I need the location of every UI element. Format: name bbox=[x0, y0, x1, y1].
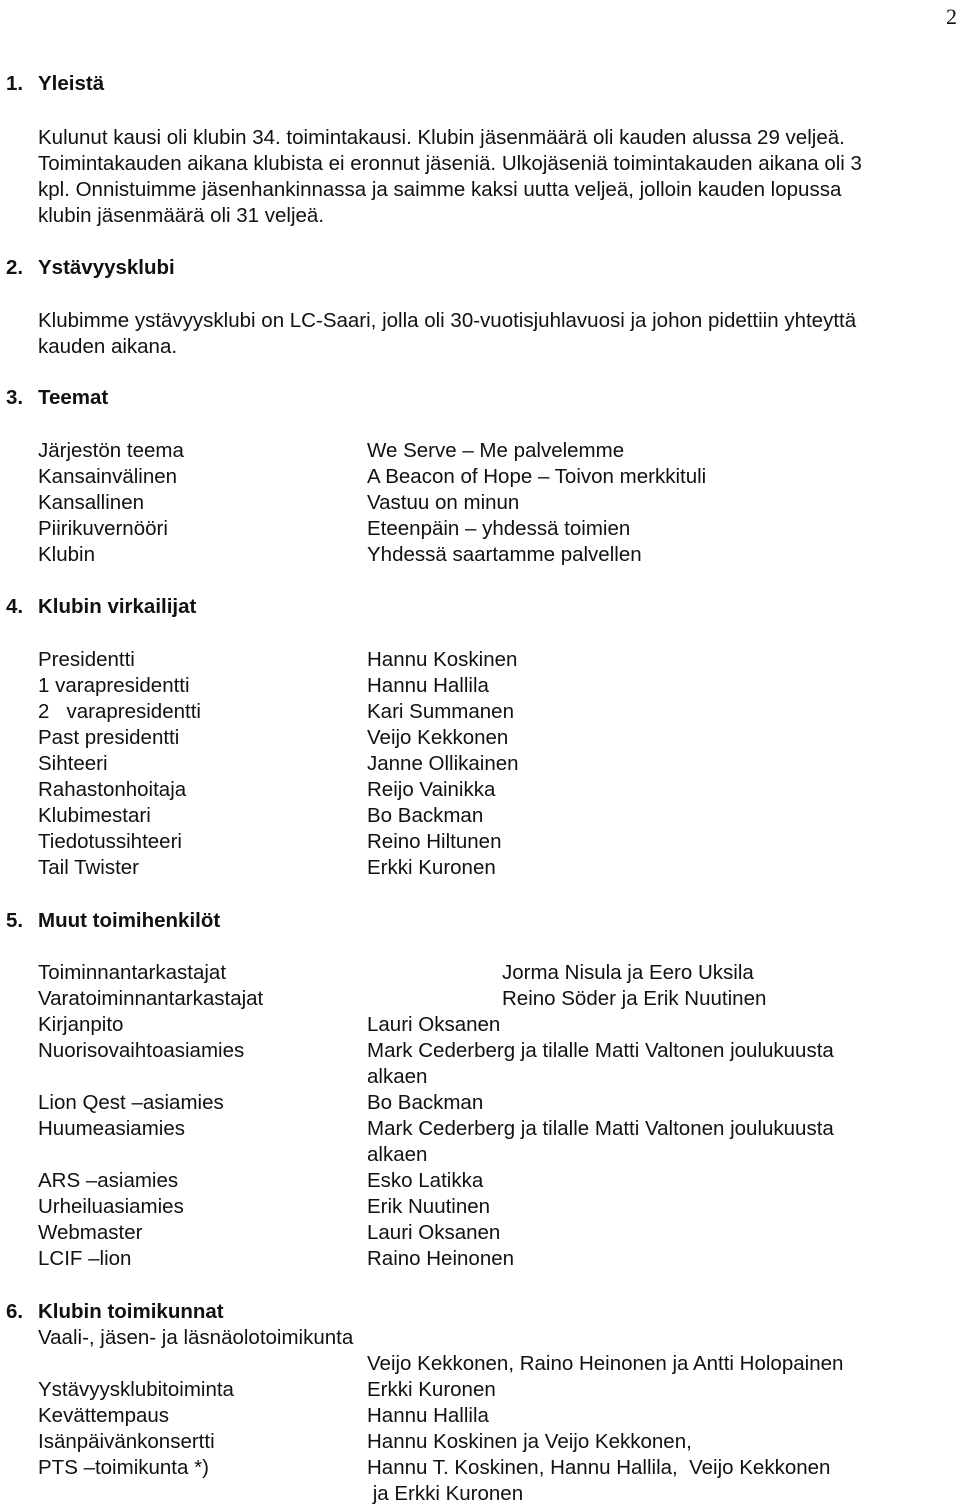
official-role: Nuorisovaihtoasiamies bbox=[38, 1039, 245, 1062]
paragraph-line: kauden aikana. bbox=[38, 335, 178, 358]
official-name: Mark Cederberg ja tilalle Matti Valtonen joulukuusta bbox=[367, 1117, 834, 1140]
official-role: Varatoiminnantarkastajat bbox=[38, 987, 264, 1010]
theme-value: A Beacon of Hope – Toivon merkkituli bbox=[367, 465, 707, 488]
officer-role: Sihteeri bbox=[38, 752, 108, 775]
official-role: Toiminnantarkastajat bbox=[38, 961, 227, 984]
committee-members: Hannu Koskinen ja Veijo Kekkonen, bbox=[367, 1430, 692, 1453]
section-5-number: 5. bbox=[6, 909, 24, 932]
officer-name: Bo Backman bbox=[367, 804, 484, 827]
section-1-number: 1. bbox=[6, 72, 24, 95]
officer-name: Hannu Koskinen bbox=[367, 648, 518, 671]
section-4-title: Klubin virkailijat bbox=[38, 595, 197, 618]
official-name: Reino Söder ja Erik Nuutinen bbox=[502, 987, 767, 1010]
officer-role: 1 varapresidentti bbox=[38, 674, 190, 697]
theme-label: Piirikuvernööri bbox=[38, 517, 168, 540]
committee-name: Ystävyysklubitoiminta bbox=[38, 1378, 234, 1401]
committee-members: Erkki Kuronen bbox=[367, 1378, 496, 1401]
official-name: Bo Backman bbox=[367, 1091, 484, 1114]
official-name: Lauri Oksanen bbox=[367, 1221, 501, 1244]
theme-value: We Serve – Me palvelemme bbox=[367, 439, 625, 462]
official-role: Huumeasiamies bbox=[38, 1117, 185, 1140]
official-role: Lion Qest –asiamies bbox=[38, 1091, 224, 1114]
section-6-title: Klubin toimikunnat bbox=[38, 1300, 224, 1323]
officer-name: Erkki Kuronen bbox=[367, 856, 496, 879]
official-name: Mark Cederberg ja tilalle Matti Valtonen joulukuusta bbox=[367, 1039, 834, 1062]
theme-value: Vastuu on minun bbox=[367, 491, 520, 514]
theme-label: Kansainvälinen bbox=[38, 465, 178, 488]
committee-members: ja Erkki Kuronen bbox=[367, 1482, 524, 1505]
committee-name: Vaali-, jäsen- ja läsnäolotoimikunta bbox=[38, 1326, 354, 1349]
section-5-title: Muut toimihenkilöt bbox=[38, 909, 221, 932]
section-3-number: 3. bbox=[6, 386, 24, 409]
officer-name: Kari Summanen bbox=[367, 700, 514, 723]
theme-label: Klubin bbox=[38, 543, 95, 566]
official-name: Raino Heinonen bbox=[367, 1247, 515, 1270]
committee-members: Veijo Kekkonen, Raino Heinonen ja Antti Holopainen bbox=[367, 1352, 844, 1375]
officer-role: 2 varapresidentti bbox=[38, 700, 201, 723]
theme-label: Järjestön teema bbox=[38, 439, 184, 462]
section-4-number: 4. bbox=[6, 595, 24, 618]
paragraph-line: klubin jäsenmäärä oli 31 veljeä. bbox=[38, 204, 325, 227]
page-number: 2 bbox=[946, 4, 957, 29]
officer-role: Tail Twister bbox=[38, 856, 140, 879]
theme-value: Eteenpäin – yhdessä toimien bbox=[367, 517, 631, 540]
paragraph-line: Toimintakauden aikana klubista ei eronnut jäseniä. Ulkojäseniä toimintakauden aikana oli 3 bbox=[38, 152, 862, 175]
committee-members: Hannu Hallila bbox=[367, 1404, 489, 1427]
section-1-title: Yleistä bbox=[38, 72, 105, 95]
officer-name: Reijo Vainikka bbox=[367, 778, 496, 801]
officer-name: Hannu Hallila bbox=[367, 674, 489, 697]
official-role: ARS –asiamies bbox=[38, 1169, 179, 1192]
section-6-number: 6. bbox=[6, 1300, 24, 1323]
official-role: Webmaster bbox=[38, 1221, 143, 1244]
paragraph-line: Klubimme ystävyysklubi on LC-Saari, jolla oli 30-vuotisjuhlavuosi ja johon pidettiin yhteyttä bbox=[38, 309, 857, 332]
officer-role: Klubimestari bbox=[38, 804, 151, 827]
committee-name: Kevättempaus bbox=[38, 1404, 170, 1427]
officer-name: Reino Hiltunen bbox=[367, 830, 502, 853]
official-role: Urheiluasiamies bbox=[38, 1195, 184, 1218]
theme-value: Yhdessä saartamme palvellen bbox=[367, 543, 642, 566]
official-name: alkaen bbox=[367, 1143, 428, 1166]
official-name: Jorma Nisula ja Eero Uksila bbox=[502, 961, 754, 984]
paragraph-line: Kulunut kausi oli klubin 34. toimintakausi. Klubin jäsenmäärä oli kauden alussa 29 veljeä. bbox=[38, 126, 845, 149]
theme-label: Kansallinen bbox=[38, 491, 144, 514]
official-role: LCIF –lion bbox=[38, 1247, 132, 1270]
committee-members: Hannu T. Koskinen, Hannu Hallila, Veijo Kekkonen bbox=[367, 1456, 831, 1479]
section-3-title: Teemat bbox=[38, 386, 109, 409]
official-name: Erik Nuutinen bbox=[367, 1195, 491, 1218]
officer-role: Past presidentti bbox=[38, 726, 180, 749]
official-name: Lauri Oksanen bbox=[367, 1013, 501, 1036]
committee-name: PTS –toimikunta *) bbox=[38, 1456, 209, 1479]
officer-role: Rahastonhoitaja bbox=[38, 778, 187, 801]
official-name: Esko Latikka bbox=[367, 1169, 484, 1192]
committee-name: Isänpäivänkonsertti bbox=[38, 1430, 215, 1453]
officer-name: Janne Ollikainen bbox=[367, 752, 519, 775]
official-name: alkaen bbox=[367, 1065, 428, 1088]
officer-role: Presidentti bbox=[38, 648, 135, 671]
section-2-number: 2. bbox=[6, 256, 24, 279]
section-2-title: Ystävyysklubi bbox=[38, 256, 175, 279]
officer-name: Veijo Kekkonen bbox=[367, 726, 509, 749]
official-role: Kirjanpito bbox=[38, 1013, 124, 1036]
officer-role: Tiedotussihteeri bbox=[38, 830, 182, 853]
paragraph-line: kpl. Onnistuimme jäsenhankinnassa ja saimme kaksi uutta veljeä, jolloin kauden lopussa bbox=[38, 178, 842, 201]
